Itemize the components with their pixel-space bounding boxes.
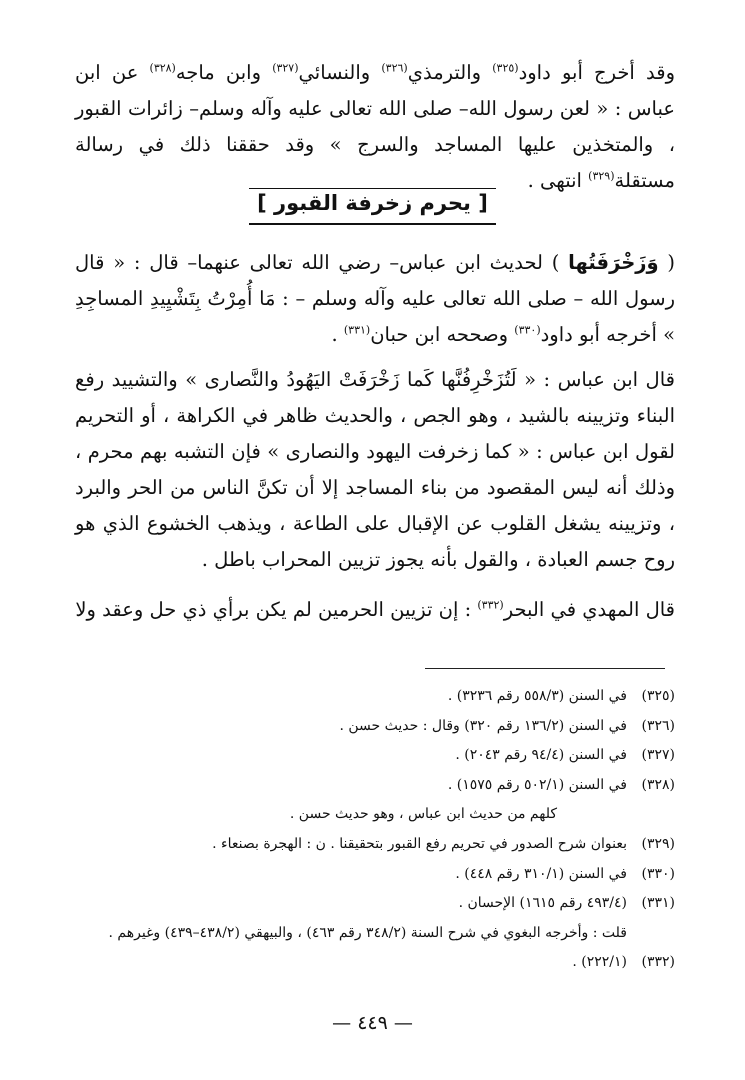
footnote-item (55, 830, 675, 860)
section-heading: [ يحرم زخرفة القبور ] (249, 188, 496, 225)
footnote-number: (٣٢٥) (641, 688, 675, 704)
text-run: وابن ماجه (175, 61, 273, 84)
text-run: عن ابن عباس : « لعن رسول الله– صلى الله تعالى عليه وآله وسلم– زائرات القبور ، والمتخذين عليها المساجد والسرج » وقد حققنا ذلك في رسالة مستقلة (75, 61, 675, 192)
section-heading-wrap (0, 188, 745, 225)
footnote-text: (٤٩٣/٤ رقم ١٦١٥) الإحسان . (458, 895, 627, 912)
footnote-text: في السنن (٣١٠/١ رقم ٤٤٨) . (455, 865, 627, 882)
footnote-number: (٣٢٦) (641, 717, 675, 734)
text-run: قال المهدي في البحر (503, 598, 675, 621)
footnote-item (55, 771, 675, 801)
footnote-ref: (٣٢٦) (381, 61, 408, 75)
footnote-item (55, 712, 675, 742)
text-run: . (331, 323, 344, 346)
text-run: والنسائي (298, 61, 382, 84)
footnote-item (55, 682, 675, 712)
text-run: : إن تزيين الحرمين لم يكن برأي ذي حل وعقد ولا (75, 598, 478, 621)
footnote-number: (٣٣٢) (641, 954, 675, 971)
footnote-number: (٣٣١) (641, 895, 675, 912)
footnote-item (55, 948, 675, 978)
footnote-ref: (٣٢٩) (588, 169, 615, 183)
text-run: والترمذي (407, 61, 493, 84)
matn-term: وَزَخْرَفَتُها (568, 251, 659, 274)
footnote-number: (٣٣٠) (641, 865, 675, 882)
footnote-continuation (55, 919, 675, 949)
footnote-divider (425, 668, 665, 669)
footnote-number (627, 800, 675, 830)
paragraph-3: قال ابن عباس : « لَتُزَخْرِفُنَّها كَما زَخْرَفَتْ اليَهُودُ والنَّصارى » والتشييد رفع البناء وتزيينه بالشيد ، وهو الجص ، والحديث ظاهر في الكراهة ، أو التحريم لقول ابن عباس : « كما زخرفت اليهود والنصارى » فإن التشبه بهم محرم ، وذلك أنه ليس المقصود من بناء المساجد إلا أن تكنَّ الناس من الحر والبرد ، وتزيينه يشغل القلوب عن الإقبال على الطاعة ، ويذهب الخشوع الذي هو روح جسم العبادة ، والقول بأنه يجوز تزيين المحراب باطل . (75, 368, 675, 571)
footnote-text: قلت : وأخرجه البغوي في شرح السنة (٣٤٨/٢ رقم ٤٦٣) ، والبيهقي (٤٣٨/٢–٤٣٩) وغيرهم . (108, 924, 627, 941)
footnote-item (55, 741, 675, 771)
page-number: — ٤٤٩ — (332, 1012, 413, 1034)
footnote-ref: (٣٢٨) (149, 61, 176, 75)
footnote-text: كلهم من حديث ابن عباس ، وهو حديث حسن . (289, 806, 557, 823)
footnote-ref: (٣٣٠) (514, 323, 541, 337)
footnote-number (627, 919, 675, 949)
text-run: انتهى . (527, 169, 589, 192)
footnote-ref: (٣٢٧) (272, 61, 299, 75)
footnote-text: في السنن (٩٤/٤ رقم ٢٠٤٣) . (455, 747, 627, 764)
paragraph-4 (75, 592, 675, 628)
footnote-text: (٢٢٢/١) . (572, 954, 627, 971)
footnote-continuation (55, 800, 675, 830)
paragraph-2 (75, 245, 675, 353)
paragraph-1 (75, 55, 675, 199)
text-run: وقد أخرج أبو داود (518, 61, 675, 84)
footnote-number: (٣٢٧) (641, 747, 675, 764)
text-run: ) لحديث ابن عباس– رضي الله تعالى عنهما– قال : « قال رسول الله – صلى الله تعالى عليه وآله وسلم – : مَا أُمِرْتُ بِتَشْيِيدِ المساجِدِ » أخرجه أبو داود (75, 251, 675, 346)
footnote-text: في السنن (٥٥٨/٣ رقم ٣٢٣٦) . (447, 688, 627, 704)
footnote-item (55, 860, 675, 890)
footnote-number: (٣٢٩) (641, 835, 675, 852)
text-run: وصححه ابن حبان (370, 323, 515, 346)
footnote-ref: (٣٣١) (343, 323, 371, 337)
footnote-ref: (٣٢٥) (492, 61, 519, 75)
footnotes (55, 682, 675, 978)
footnote-number: (٣٢٨) (641, 776, 675, 793)
footnote-text: بعنوان شرح الصدور في تحريم رفع القبور بتحقيقنا . ن : الهجرة بصنعاء . (212, 835, 627, 852)
footnote-text: في السنن (١٣٦/٢ رقم ٣٢٠) وقال : حديث حسن . (339, 717, 627, 734)
footnote-text: في السنن (٥٠٢/١ رقم ١٥٧٥) . (447, 776, 627, 793)
footnote-item (55, 889, 675, 919)
footnote-ref: (٣٣٢) (477, 598, 504, 612)
text-run: ( (658, 251, 675, 274)
